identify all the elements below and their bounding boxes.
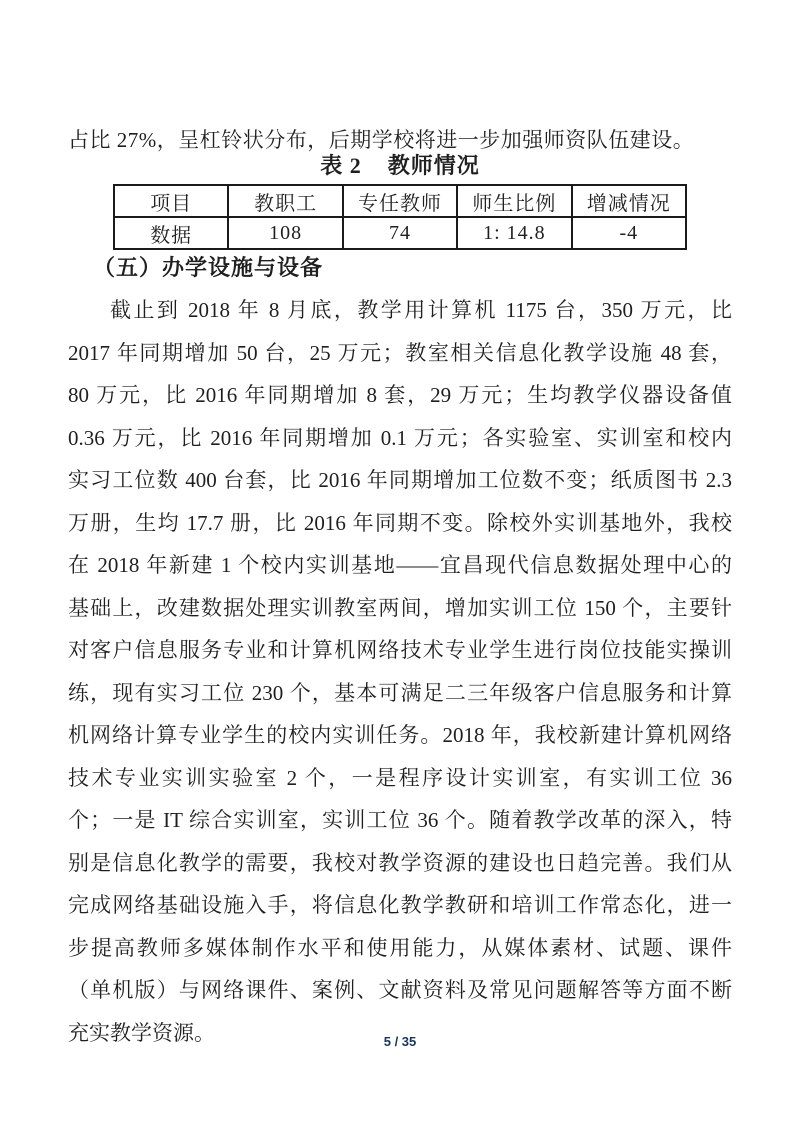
header-cell-fulltime-teachers: 专任教师 xyxy=(343,185,457,217)
table-header-row xyxy=(114,185,686,217)
body-line: 机网络计算专业学生的校内实训任务。2018 年，我校新建计算机网络 xyxy=(68,723,732,747)
body-line: 实习工位数 400 台套，比 2016 年同期增加工位数不变；纸质图书 2.3 xyxy=(68,468,732,492)
teacher-stats-table xyxy=(113,184,687,250)
body-line: 技术专业实训实验室 2 个，一是程序设计实训室，有实训工位 36 xyxy=(68,765,732,790)
body-line: 截止到 2018 年 8 月底，教学用计算机 1175 台，350 万元，比 xyxy=(110,298,732,322)
body-line: 个；一是 IT 综合实训室，实训工位 36 个。随着教学改革的深入，特 xyxy=(68,808,732,832)
page-number-text: 5 / 35 xyxy=(383,1034,417,1049)
data-cell-staff: 108 xyxy=(228,217,342,249)
data-cell-change: -4 xyxy=(572,217,686,249)
header-cell-staff: 教职工 xyxy=(228,185,342,217)
section-heading: （五）办学设施与设备 xyxy=(93,255,324,280)
body-line: 2017 年同期增加 50 台，25 万元；教室相关信息化教学设施 48 套， xyxy=(68,340,732,365)
body-line: 充实教学资源。 xyxy=(68,1020,215,1045)
continuation-paragraph: 占比 27%，呈杠铃状分布，后期学校将进一步加强师资队伍建设。 xyxy=(68,128,695,152)
table-caption xyxy=(0,149,800,180)
body-line: 0.36 万元，比 2016 年同期增加 0.1 万元；各实验室、实训室和校内 xyxy=(68,425,732,450)
table-data-row xyxy=(114,217,686,249)
table-caption-title: 教师情况 xyxy=(387,153,480,178)
data-cell-fulltime-teachers: 74 xyxy=(343,217,457,249)
body-line: 对客户信息服务专业和计算机网络技术专业学生进行岗位技能实操训 xyxy=(68,638,732,662)
body-line: 基础上，改建数据处理实训教室两间，增加实训工位 150 个，主要针 xyxy=(68,595,732,620)
data-cell-ratio: 1: 14.8 xyxy=(457,217,571,249)
body-line: 完成网络基础设施入手，将信息化教学教研和培训工作常态化，进一 xyxy=(68,893,732,917)
table-caption-label: 表 2 xyxy=(320,153,362,178)
body-line: 步提高教师多媒体制作水平和使用能力，从媒体素材、试题、课件 xyxy=(68,935,732,960)
body-paragraph xyxy=(68,289,732,1054)
body-line: 练，现有实习工位 230 个，基本可满足二三年级客户信息服务和计算 xyxy=(68,680,732,705)
body-line: 别是信息化教学的需要，我校对教学资源的建设也日趋完善。我们从 xyxy=(68,850,732,875)
body-line: 80 万元，比 2016 年同期增加 8 套，29 万元；生均教学仪器设备值 xyxy=(68,383,732,407)
data-cell-label: 数据 xyxy=(114,217,228,249)
page-number xyxy=(0,1034,800,1049)
body-line: 万册，生均 17.7 册，比 2016 年同期不变。除校外实训基地外，我校 xyxy=(68,510,732,535)
header-cell-ratio: 师生比例 xyxy=(457,185,571,217)
header-cell-change: 增减情况 xyxy=(572,185,686,217)
body-line: （单机版）与网络课件、案例、文献资料及常见问题解答等方面不断 xyxy=(68,978,732,1002)
body-line: 在 2018 年新建 1 个校内实训基地——宜昌现代信息数据处理中心的 xyxy=(68,553,732,577)
header-cell-item: 项目 xyxy=(114,185,228,217)
